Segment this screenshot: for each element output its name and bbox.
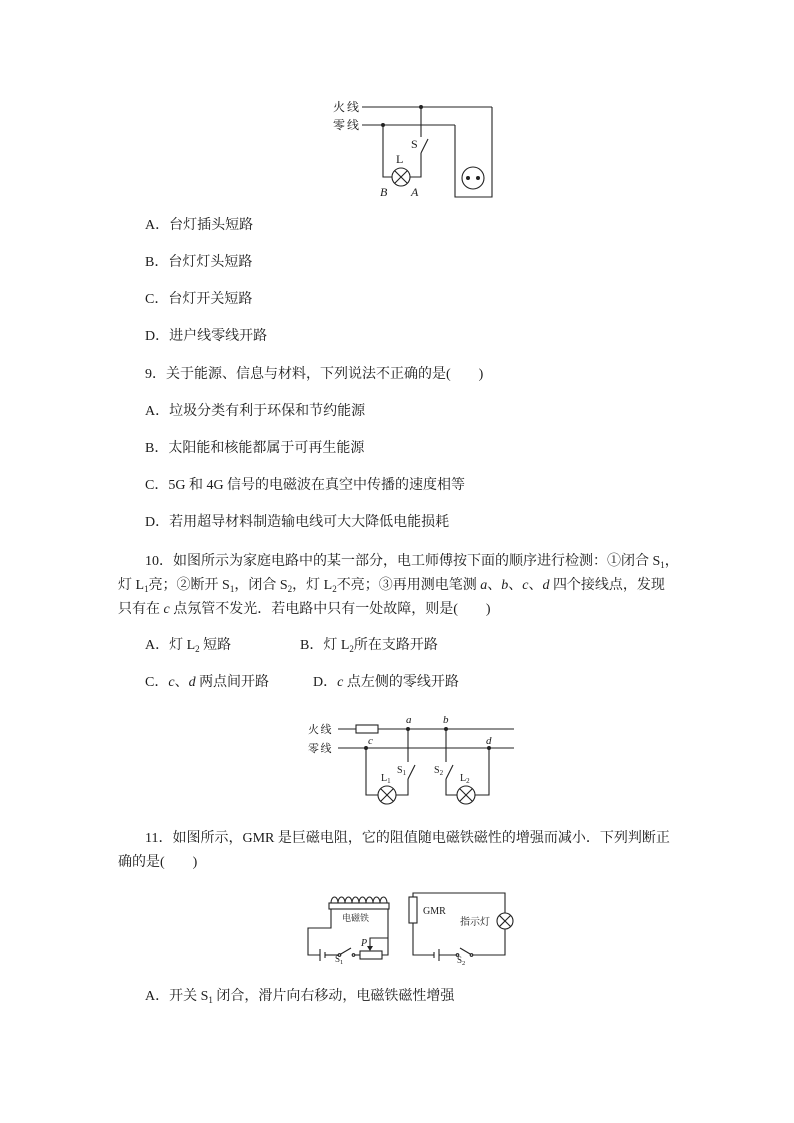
fuse-icon [356,725,378,733]
branch2-wire [446,779,457,795]
switch-blade [421,139,428,153]
q10-stem-line-3 [118,600,491,620]
q8-option-d [145,327,267,347]
text-segment: 灯 L [118,578,145,593]
neutral-wire-label: 零线 [333,118,362,132]
gmr-resistor-icon [409,897,417,923]
lamp1-label-main: L [381,773,388,784]
text-segment: ， [664,554,679,569]
text-segment: B．灯 L [300,638,350,653]
branch2-wire [475,748,489,795]
socket-wires [455,107,492,197]
text-segment: 、 [528,578,543,593]
switch2-label-sub: 2 [462,960,466,967]
branch1-wire [366,748,378,795]
q8-option-a [145,216,253,236]
text-segment: A．台灯插头短路 [145,218,254,233]
lamp1-label [381,773,391,785]
q9-option-a [145,402,365,422]
text-segment: 所在支路开路 [353,638,438,653]
text-segment: A．开关 S [145,989,209,1004]
text-segment: C．5G 和 4G 信号的电磁波在真空中传播的速度相等 [145,478,466,493]
q11-circuit-figure [300,888,520,968]
working-circuit-wire [473,929,505,955]
text-segment: 9．关于能源、信息与材料，下列说法不正确的是( ) [145,367,484,382]
control-circuit-wire [382,909,388,955]
text-segment: D． [313,675,338,690]
text-segment: 亮；②断开 S [148,578,230,593]
q11-stem-line-1 [145,829,670,849]
text-segment: 点氖管不发光．若电路中只有一处故障，则是( ) [169,602,491,617]
control-circuit-wire [308,909,331,955]
q10-option-c [145,673,269,693]
text-segment: 确的是( ) [118,855,198,870]
q10-option-a [145,636,231,656]
text-segment: ，灯 L [292,578,333,593]
gmr-label: GMR [423,906,446,917]
text-segment: 四个接线点，发现 [549,578,665,593]
slider-wire [370,938,388,947]
text-segment: 、 [508,578,523,593]
switch1-blade [340,948,351,955]
switch2-label [457,955,465,967]
q10-option-d [313,673,459,693]
switch2-label-sub: 2 [439,769,444,777]
text-segment: B．台灯灯头短路 [145,255,253,270]
switch1-label-sub: 1 [402,769,407,777]
italic-variable: a [480,578,488,593]
node-b-label: b [443,714,449,726]
switch2-blade [460,948,471,955]
lamp2-label [460,773,470,785]
text-segment: 、 [174,675,189,690]
node-c-label: c [368,735,373,747]
text-segment: 点左侧的零线开路 [343,675,459,690]
text-segment: A．垃圾分类有利于环保和节约能源 [145,404,366,419]
italic-variable: c [163,602,170,617]
text-segment: 11．如图所示，GMR 是巨磁电阻，它的阻值随电磁铁磁性的增强而减小．下列判断正 [145,831,670,846]
q8-option-b [145,253,252,273]
node-a-label: a [406,714,412,726]
socket-hole [466,176,470,180]
slider-label: P [361,938,368,949]
subscript: 2 [332,584,337,594]
italic-variable: b [501,578,509,593]
q11-stem-line-2 [118,853,197,873]
switch1-label-sub: 1 [340,959,344,966]
text-segment: B．太阳能和核能都属于可再生能源 [145,441,365,456]
switch1-label [335,954,343,966]
q9-option-d [145,513,449,533]
switch2-label [434,765,444,777]
text-segment: 两点间开路 [195,675,270,690]
text-segment: C． [145,675,169,690]
lamp2-label-main: L [460,773,467,784]
point-b-label: B [380,185,388,199]
q10-stem-line-2 [118,576,665,596]
q9-option-b [145,439,364,459]
text-segment: 、 [487,578,502,593]
text-segment: 短路 [199,638,232,653]
q8-circuit-figure [320,92,505,202]
lamp-wire-right [410,153,421,177]
subscript: 1 [660,560,665,570]
electromagnet-label: 电磁铁 [342,913,370,923]
italic-variable: c [522,578,529,593]
switch-label: S [411,137,418,151]
q9-stem [145,365,483,385]
text-segment: D．进户线零线开路 [145,329,268,344]
switch1-label [397,765,407,777]
electromagnet-core [329,903,389,909]
lamp-wire-left [383,125,392,177]
subscript: 2 [287,584,293,594]
live-wire-label: 火线 [308,724,333,736]
switch1-blade [408,765,415,779]
text-segment: 只有在 [118,602,164,617]
q11-option-a [145,987,454,1007]
switch1-contact [352,954,355,957]
q10-circuit-figure [300,712,520,808]
italic-variable: c [337,675,344,690]
switch2-label-main: S [457,955,463,965]
switch2-blade [446,765,453,779]
switch1-label-main: S [335,954,341,964]
q9-option-c [145,476,465,496]
text-segment: 10．如图所示为家庭电路中的某一部分，电工师傅按下面的顺序进行检测：①闭合 S [145,554,661,569]
neutral-wire-label: 零线 [308,743,333,755]
point-a-label: A [411,185,419,199]
rheostat-icon [360,951,382,959]
subscript: 2 [349,644,354,654]
subscript: 1 [229,584,235,594]
q8-option-c [145,290,252,310]
italic-variable: c [168,675,175,690]
switch2-label-main: S [434,765,440,776]
q10-stem-line-1 [145,552,679,572]
italic-variable: d [188,675,196,690]
lamp1-label-sub: 1 [387,777,391,785]
branch1-wire [396,779,408,795]
text-segment: C．台灯开关短路 [145,292,253,307]
socket-hole [476,176,480,180]
lamp-label: L [396,152,404,166]
socket-icon [462,167,484,189]
live-wire-label: 火线 [333,100,362,114]
text-segment: A．灯 L [145,638,196,653]
electromagnet-coil [331,897,387,903]
q10-option-b [300,636,438,656]
slider-arrow-icon [367,946,373,951]
text-segment: D．若用超导材料制造输电线可大大降低电能损耗 [145,515,450,530]
text-segment: 不亮；③再用测电笔测 [336,578,481,593]
subscript: 1 [208,995,213,1005]
subscript: 1 [144,584,149,594]
italic-variable: d [542,578,550,593]
lamp2-label-sub: 2 [466,777,470,785]
switch1-label-main: S [397,765,403,776]
indicator-lamp-label: 指示灯 [460,917,490,928]
text-segment: 闭合，滑片向右移动，电磁铁磁性增强 [212,989,455,1004]
node-d-label: d [486,735,492,747]
working-circuit-wire [413,923,434,955]
subscript: 2 [195,644,200,654]
text-segment: ，闭合 S [234,578,288,593]
